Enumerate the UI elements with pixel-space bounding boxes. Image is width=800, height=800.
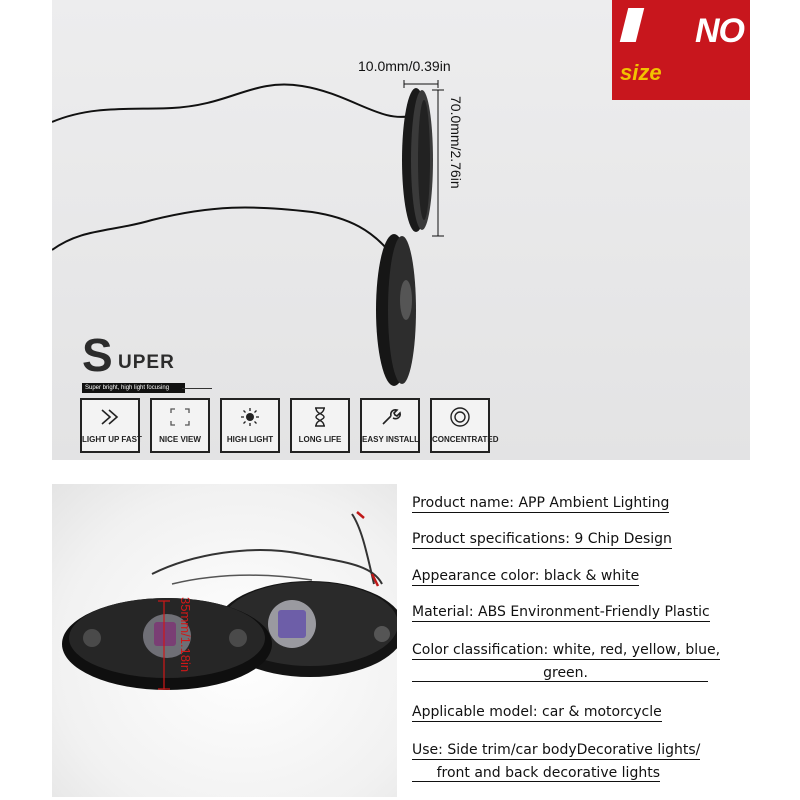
product-photo (52, 484, 397, 797)
spec-product-name: Product name: APP Ambient Lighting (412, 495, 670, 511)
length-dimension-label: 70.0mm/2.76in (448, 96, 464, 189)
feature-long-life (290, 398, 350, 453)
feature-light-up-fast (80, 398, 140, 453)
spec-color-classification-cont: green. (412, 665, 708, 682)
wrench-icon (378, 406, 402, 428)
view-frame-icon (168, 406, 192, 428)
feature-concentrated (430, 398, 499, 453)
super-heading-rest: UPER (118, 352, 175, 373)
width-dimension-label: 10.0mm/0.39in (358, 58, 451, 74)
spec-appearance-color: Appearance color: black & white (412, 568, 640, 584)
badge-size-text: size (620, 60, 662, 85)
sun-icon (238, 406, 262, 428)
product-dimension-panel (52, 0, 750, 460)
feature-label: LONG LIFE (298, 435, 342, 444)
hourglass-icon (308, 406, 332, 428)
super-heading-letter: S (82, 329, 113, 381)
feature-easy-install (360, 398, 420, 453)
feature-label: HIGH LIGHT (226, 435, 274, 444)
fast-forward-icon (98, 406, 122, 428)
feature-label: CONCENTRATED (432, 435, 499, 444)
product-lights-illustration (52, 484, 397, 797)
badge-mark-icon (620, 8, 644, 42)
feature-label: NICE VIEW (159, 435, 201, 444)
spec-use-cont: front and back decorative lights (412, 765, 660, 782)
spec-color-classification: Color classification: white, red, yellow, blue, (412, 642, 721, 658)
height-dimension-label: 35mm/1.18in (178, 597, 193, 673)
no-size-badge (612, 0, 750, 100)
spec-applicable-model: Applicable model: car & motorcycle (412, 704, 662, 720)
feature-nice-view (150, 398, 210, 453)
spec-specifications: Product specifications: 9 Chip Design (412, 531, 672, 547)
spec-material: Material: ABS Environment-Friendly Plastic (412, 604, 710, 620)
badge-no-text: NO (695, 12, 744, 50)
target-icon (448, 406, 472, 428)
feature-label: LIGHT UP FAST (82, 435, 142, 444)
super-tagline: Super bright, high light focusing (82, 383, 185, 393)
feature-high-light (220, 398, 280, 453)
feature-label: EASY INSTALL (362, 435, 420, 444)
spec-use: Use: Side trim/car bodyDecorative lights/ (412, 742, 701, 758)
tagline-divider (182, 388, 212, 389)
